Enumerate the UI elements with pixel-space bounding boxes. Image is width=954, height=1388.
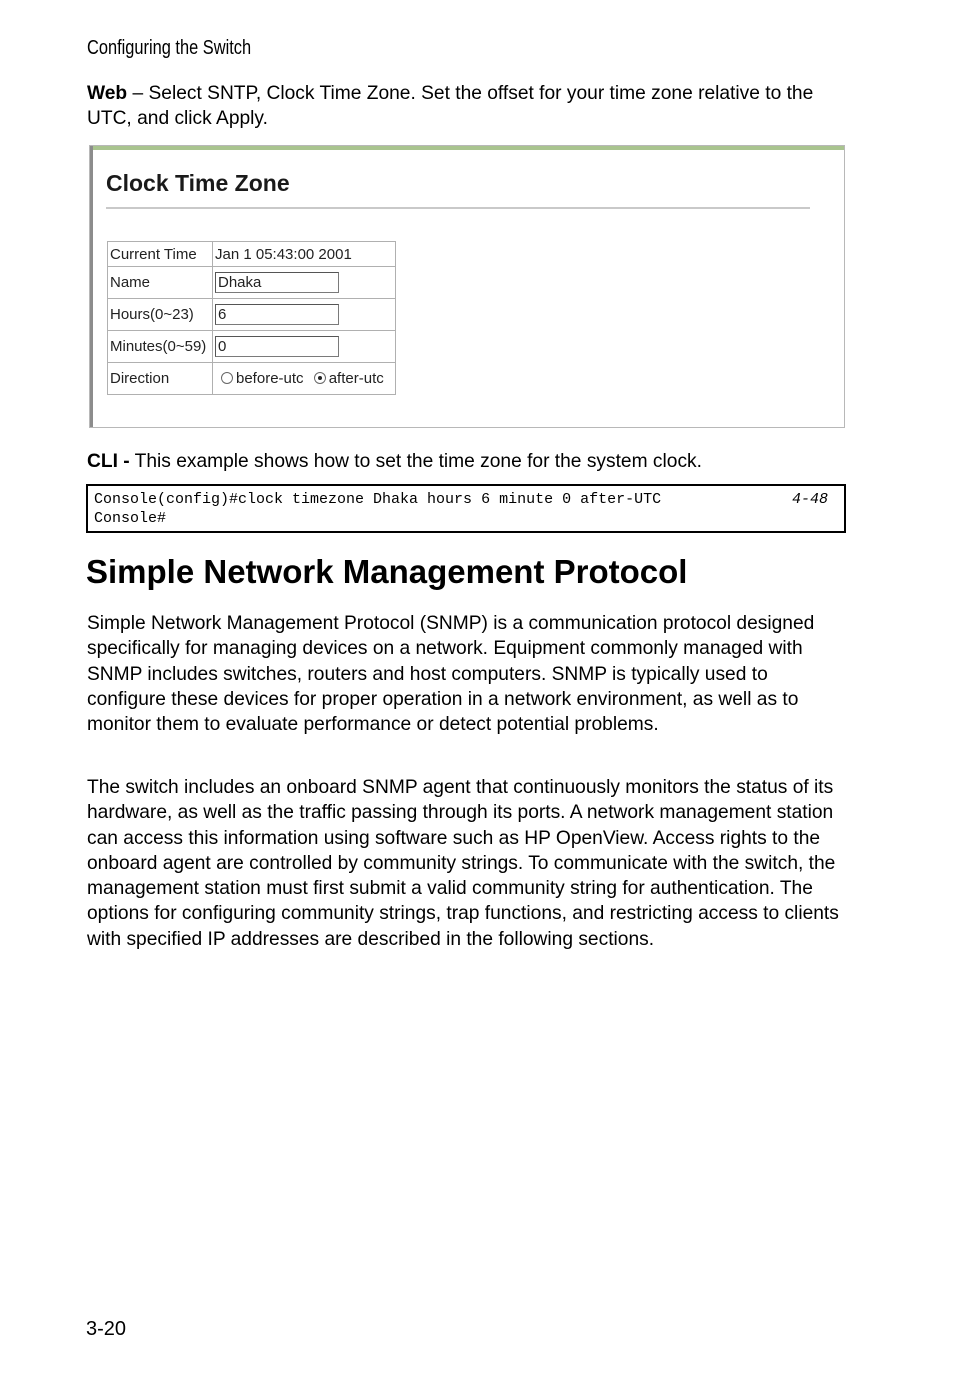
row-current-time [108,242,396,267]
name-cell [213,267,396,299]
before-utc-label: before-utc [236,370,304,387]
clock-time-zone-screenshot [89,145,845,428]
minutes-label: Minutes(0~59) [108,331,213,363]
direction-cell [213,363,396,395]
clock-time-zone-form [107,241,396,395]
web-instructions [87,81,847,132]
panel-left-border [90,146,93,427]
row-hours [108,299,396,331]
minutes-input[interactable]: 0 [215,336,339,357]
page-number: 3-20 [86,1318,127,1340]
name-label: Name [108,267,213,299]
section-title: Simple Network Management Protocol [86,553,688,590]
minutes-cell [213,331,396,363]
cli-lead: CLI - [87,451,130,472]
row-minutes [108,331,396,363]
direction-label: Direction [108,363,213,395]
hours-cell [213,299,396,331]
panel-top-border [90,146,844,150]
cli-line-1: Console(config)#clock timezone Dhaka hours 6 minute 0 after-UTC [94,491,662,508]
web-instructions-text: – Select SNTP, Clock Time Zone. Set the offset for your time zone relative to the UTC, and click Apply. [87,83,814,130]
row-direction [108,363,396,395]
name-input[interactable]: Dhaka [215,272,339,293]
current-time-label: Current Time [108,242,213,267]
cli-page-reference: 4-48 [791,491,828,508]
cli-line-2: Console# [94,510,167,527]
cli-instructions-text: This example shows how to set the time zone for the system clock. [129,451,702,472]
running-head: Configuring the Switch [87,37,252,59]
current-time-value: Jan 1 05:43:00 2001 [213,242,396,267]
hours-label: Hours(0~23) [108,299,213,331]
snmp-paragraph-1: Simple Network Management Protocol (SNMP) is a communication protocol designed specifically for managing devices on a network. Equipment commonly managed with SNMP includes switches, routers and host computers. SNMP is typically used to configure these devices for proper operation in a network environment, as well as to monitor them to evaluate performance or detect potential problems. [87,613,815,736]
before-utc-radio[interactable] [221,372,233,384]
panel-divider [106,207,810,209]
after-utc-label: after-utc [328,370,384,387]
after-utc-radio[interactable] [314,372,326,384]
web-lead: Web [87,83,128,104]
cli-example-box [86,484,846,533]
panel-title: Clock Time Zone [106,170,290,196]
cli-instructions [87,449,847,474]
snmp-paragraph-2: The switch includes an onboard SNMP agent that continuously monitors the status of its hardware, as well as the traffic passing through its ports. A network management station can access this information using software such as HP OpenView. Access rights to the onboard agent are controlled by community strings. To communicate with the switch, the management station must first submit a valid community string for authentication. The options for configuring community strings, trap functions, and restricting access to clients with specified IP addresses are described in the following sections. [87,777,839,950]
hours-input[interactable]: 6 [215,304,339,325]
row-name [108,267,396,299]
